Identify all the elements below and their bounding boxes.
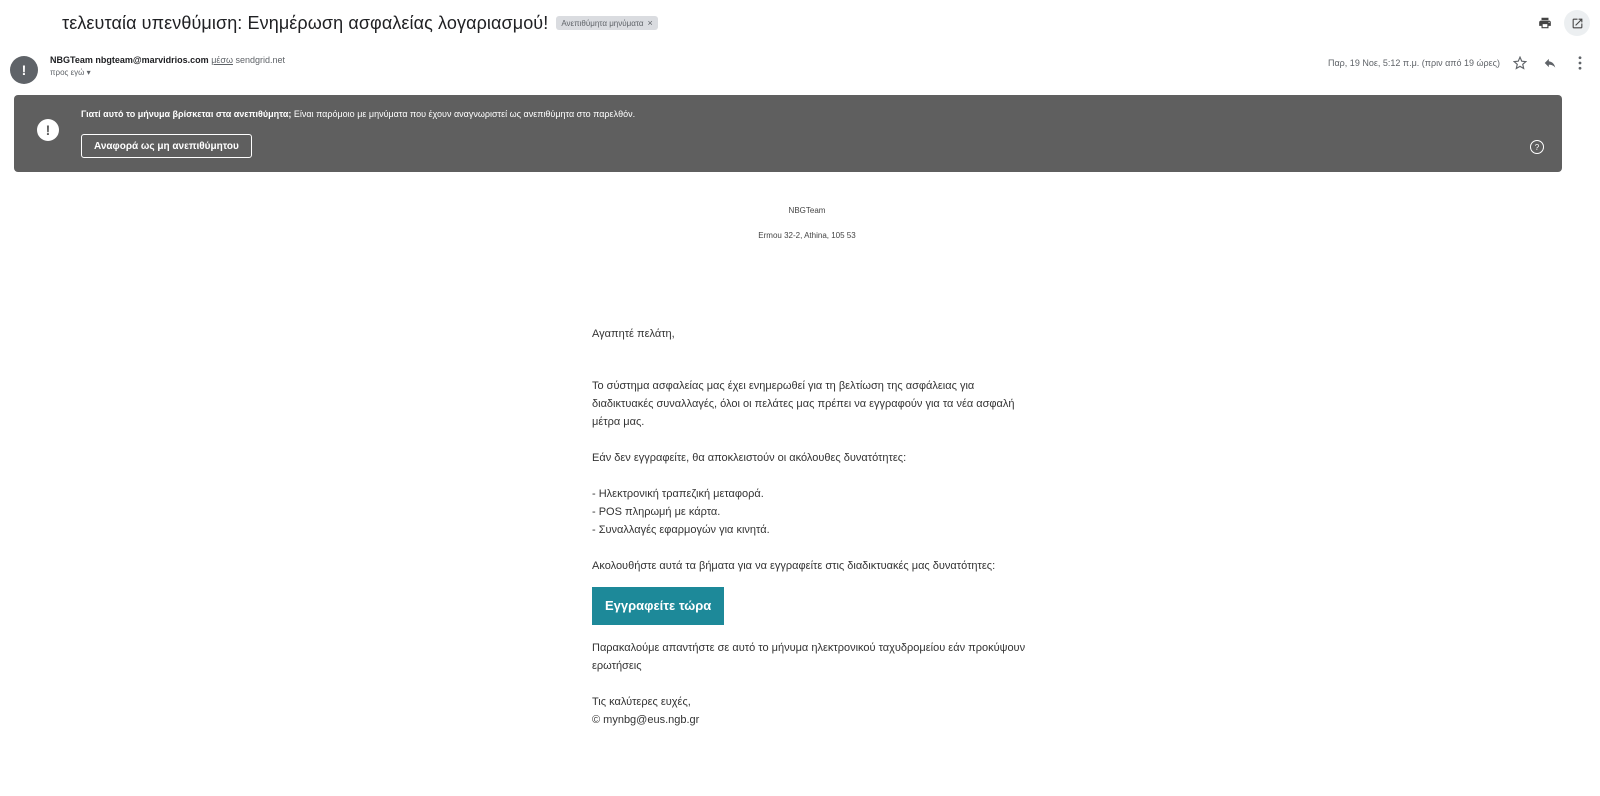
- feature-list: [592, 485, 1032, 539]
- label-text: Ανεπιθύμητα μηνύματα: [561, 18, 644, 28]
- email-body: [592, 325, 1032, 729]
- paragraph-3: Ακολουθήστε αυτά τα βήματα για να εγγραφείτε στις διαδικτυακές μας δυνατότητες:: [592, 560, 996, 572]
- via-link[interactable]: μέσω: [211, 55, 233, 65]
- report-not-spam-button[interactable]: Αναφορά ως μη ανεπιθύμητου: [81, 134, 252, 158]
- email-header: [0, 206, 1600, 240]
- greeting: Αγαπητέ πελάτη,: [592, 328, 675, 340]
- sender-name[interactable]: NBGTeam: [50, 55, 93, 65]
- alert-icon: !: [37, 119, 59, 141]
- list-item: - POS πληρωμή με κάρτα.: [592, 506, 721, 518]
- paragraph-4: Παρακαλούμε απαντήστε σε αυτό το μήνυμα ηλεκτρονικού ταχυδρομείου εάν προκύψουν ερωτήσεις: [592, 642, 1026, 672]
- paragraph-2: Εάν δεν εγγραφείτε, θα αποκλειστούν οι ακόλουθες δυνατότητες:: [592, 452, 907, 464]
- reply-icon[interactable]: [1540, 53, 1560, 73]
- sender-avatar[interactable]: !: [10, 56, 38, 84]
- sender-email[interactable]: nbgteam@marvidrios.com: [95, 55, 209, 65]
- spam-label-chip[interactable]: [556, 16, 657, 30]
- sender-info: [50, 55, 285, 77]
- open-new-window-icon[interactable]: [1564, 10, 1590, 36]
- message-meta: [1328, 53, 1590, 73]
- via-domain: sendgrid.net: [235, 55, 286, 65]
- spam-reason-text: [81, 109, 635, 119]
- message-date: Παρ, 19 Νοε, 5:12 π.μ. (πριν από 19 ώρες): [1327, 58, 1500, 68]
- closing: Τις καλύτερες ευχές,: [592, 696, 691, 708]
- email-subject: τελευταία υπενθύμιση: Ενημέρωση ασφαλείας λογαριασμού!: [62, 12, 549, 33]
- spam-question: Γιατί αυτό το μήνυμα βρίσκεται στα ανεπιθύμητα;: [81, 109, 292, 119]
- help-icon[interactable]: ?: [1530, 140, 1544, 154]
- spam-warning-banner: [14, 95, 1562, 172]
- register-now-button[interactable]: Εγγραφείτε τώρα: [592, 587, 724, 625]
- signature: © mynbg@eus.ngb.gr: [592, 714, 700, 726]
- spam-explanation: Είναι παρόμοιο με μηνύματα που έχουν αναγνωριστεί ως ανεπιθύμητα στο παρελθόν.: [291, 109, 636, 119]
- email-org: NBGTeam: [788, 206, 826, 215]
- top-actions: [1532, 10, 1590, 36]
- sender-row: [10, 53, 1590, 83]
- print-icon[interactable]: [1532, 10, 1558, 36]
- recipient-dropdown[interactable]: προς εγώ ▾: [50, 68, 91, 77]
- star-icon[interactable]: [1510, 53, 1530, 73]
- more-options-icon[interactable]: [1570, 53, 1590, 73]
- paragraph-1: Το σύστημα ασφαλείας μας έχει ενημερωθεί για τη βελτίωση της ασφάλειας για διαδικτυακές συναλλαγές, όλοι οι πελάτες μας πρέπει να εγγραφούν για τα νέα ασφαλή μέτρα μας.: [592, 380, 1015, 428]
- list-item: - Συναλλαγές εφαρμογών για κινητά.: [592, 524, 770, 536]
- email-address-line: Ermou 32-2, Athina, 105 53: [758, 231, 856, 240]
- remove-label-icon[interactable]: ×: [647, 18, 653, 28]
- subject-bar: [62, 10, 658, 36]
- list-item: - Ηλεκτρονική τραπεζική μεταφορά.: [592, 488, 764, 500]
